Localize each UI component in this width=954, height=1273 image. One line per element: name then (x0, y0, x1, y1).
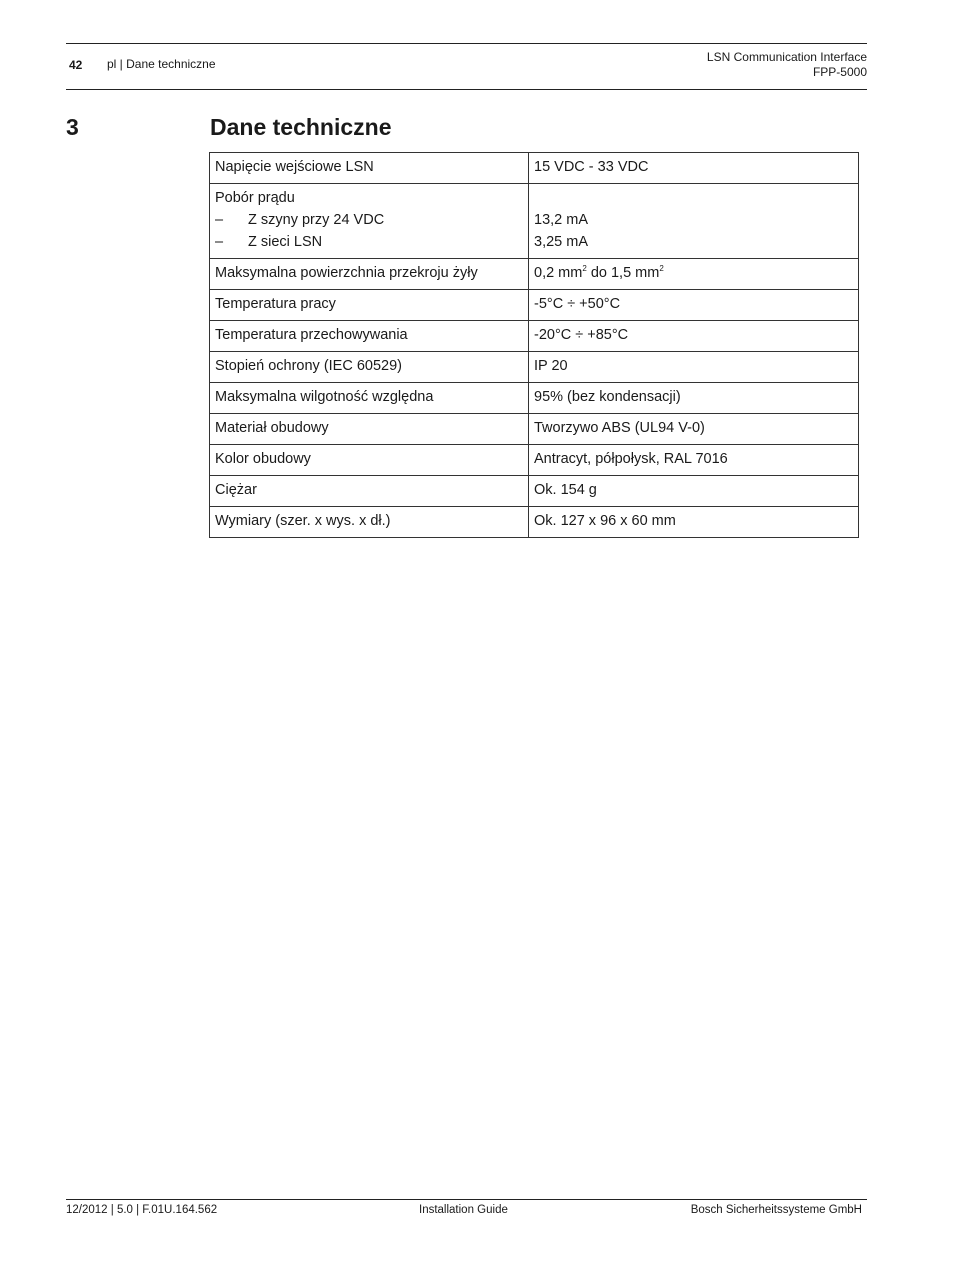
spec-value: 15 VDC - 33 VDC (529, 153, 859, 184)
table-row (210, 352, 859, 383)
document-title: LSN Communication Interface (706, 50, 867, 64)
table-row (210, 259, 859, 290)
header-top-rule (66, 43, 867, 44)
spec-value: Tworzywo ABS (UL94 V-0) (529, 414, 859, 445)
spec-value: 0,2 $mm^2$ do 1,5 $mm^2$ (529, 259, 859, 290)
table-row (210, 414, 859, 445)
page-number: 42 (69, 58, 83, 72)
sub-label: Z sieci LSN (248, 234, 323, 250)
sub-item (215, 231, 523, 253)
sub-value: 3,25 mA (534, 234, 588, 250)
footer-rule (66, 1199, 867, 1200)
table-row (210, 507, 859, 538)
spec-label: Maksymalna powierzchnia przekroju żyły (210, 259, 529, 290)
header-bottom-rule (66, 89, 867, 90)
spec-value: -20°C ÷ +85°C (529, 321, 859, 352)
sub-value: 13,2 mA (534, 212, 588, 228)
chapter-number: 3 (66, 114, 79, 140)
footer-doc-type: Installation Guide (419, 1204, 508, 1216)
footer-company: Bosch Sicherheitssysteme GmbH (690, 1204, 862, 1216)
table-row (210, 153, 859, 184)
table-row (210, 476, 859, 507)
spec-value: IP 20 (529, 352, 859, 383)
table-row (210, 290, 859, 321)
spec-label: Napięcie wejściowe LSN (210, 153, 529, 184)
spec-label: Kolor obudowy (210, 445, 529, 476)
spec-value: Ok. 127 x 96 x 60 mm (529, 507, 859, 538)
spec-value-cell (529, 184, 859, 259)
spec-label: Maksymalna wilgotność względna (210, 383, 529, 414)
dash-bullet: – (215, 212, 224, 228)
spec-label: Temperatura przechowywania (210, 321, 529, 352)
spec-value: Ok. 154 g (529, 476, 859, 507)
spec-value: Antracyt, półpołysk, RAL 7016 (529, 445, 859, 476)
table-row (210, 321, 859, 352)
spec-label: Stopień ochrony (IEC 60529) (210, 352, 529, 383)
footer-revision: 12/2012 | 5.0 | F.01U.164.562 (66, 1204, 218, 1216)
chapter-title: Dane techniczne (210, 114, 392, 140)
table-row (210, 184, 859, 259)
sub-item (215, 209, 523, 231)
spec-label: Temperatura pracy (210, 290, 529, 321)
spec-value: 95% (bez kondensacji) (529, 383, 859, 414)
document-model: FPP-5000 (812, 65, 867, 79)
spec-label: Materiał obudowy (210, 414, 529, 445)
spec-label: Wymiary (szer. x wys. x dł.) (210, 507, 529, 538)
spec-value: -5°C ÷ +50°C (529, 290, 859, 321)
section-path: pl | Dane techniczne (107, 57, 216, 71)
spec-label: Ciężar (210, 476, 529, 507)
spec-table (209, 152, 859, 538)
spec-label: Pobór prądu (215, 190, 295, 206)
spec-label-cell (210, 184, 529, 259)
dash-bullet: – (215, 234, 224, 250)
table-row (210, 445, 859, 476)
table-row (210, 383, 859, 414)
sub-label: Z szyny przy 24 VDC (248, 212, 385, 228)
